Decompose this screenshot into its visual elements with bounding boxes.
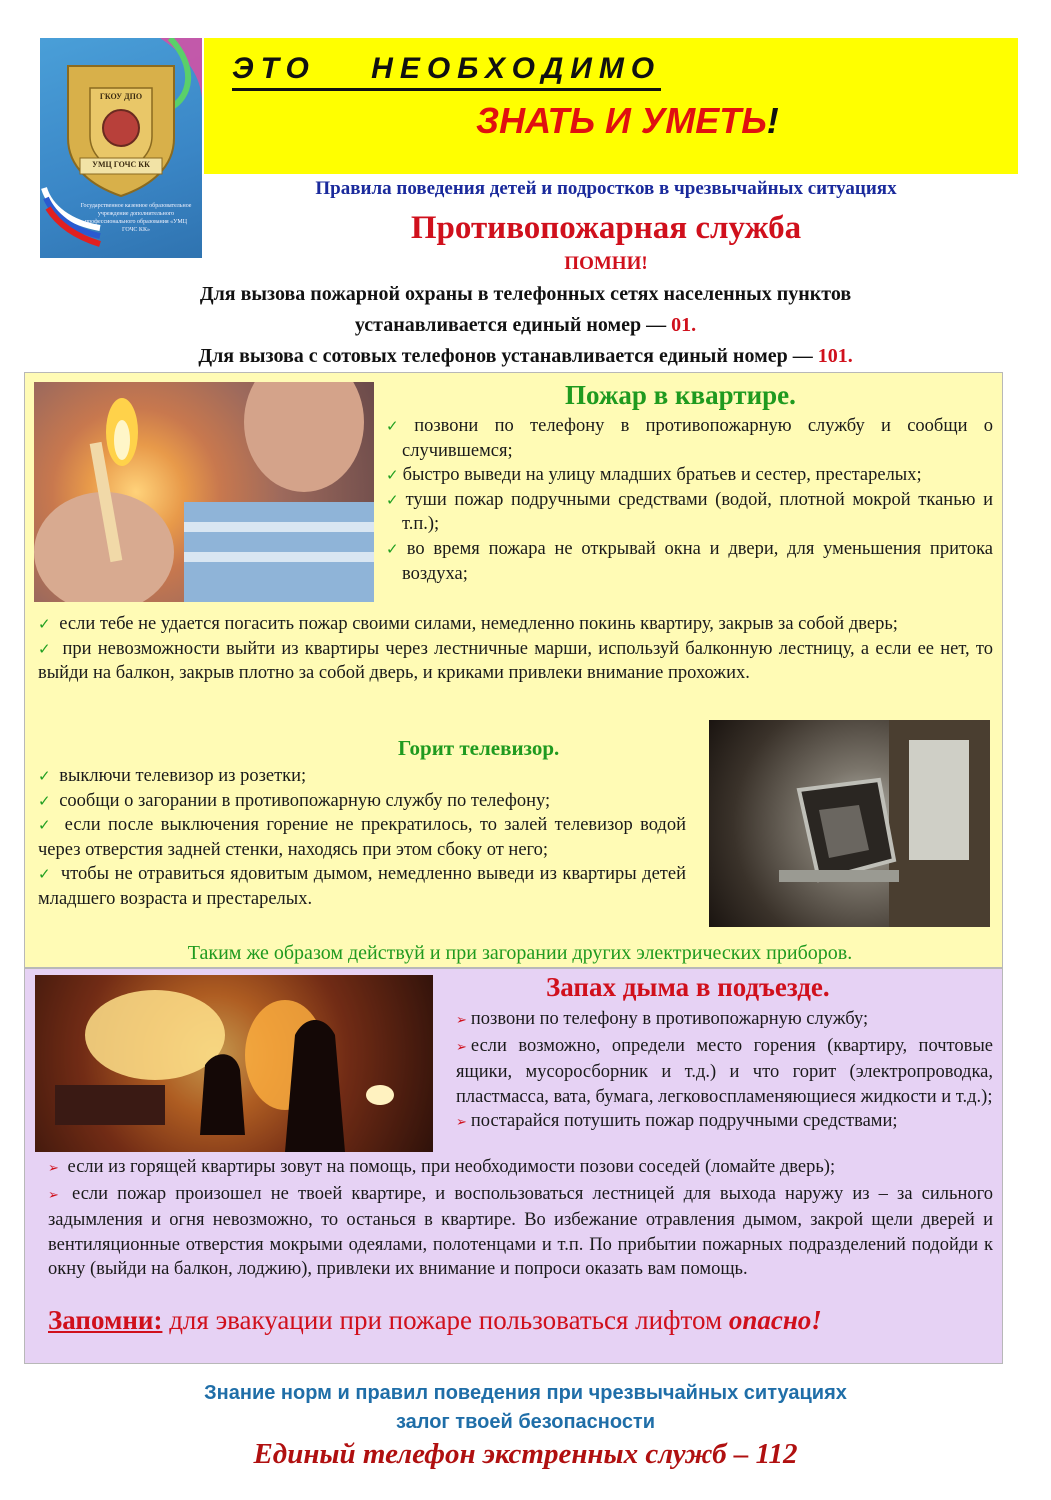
list-item [456,1007,993,1034]
list-item-text: чтобы не отравиться ядовитым дымом, немедленно выведи из квартиры детей младшего возраста и престарелых. [38,864,686,909]
remember-label: ПОМНИ! [564,253,648,274]
check-icon: ✓ [38,791,51,810]
emblem-top-text: ГКОУ ДПО [99,92,143,101]
list-item-text: если тебе не удается погасить пожар своими силами, немедленно покинь квартиру, закрыв за собой дверь; [59,614,898,634]
elevator-warning [48,1305,822,1336]
warning-text: для эвакуации при пожаре пользоваться лифтом [162,1305,729,1335]
tv-list [38,764,686,912]
check-icon: ✓ [38,615,51,633]
footer-line-1: Знание норм и правил поведения при чрезвычайных ситуациях [204,1382,847,1404]
list-item-text: если пожар произошел не твоей квартире, и воспользоваться лестницей для выхода наружу из – за сильного задымления и огня невозможно, то останься в квартире. Во избежание отравления дымом, закрой щели дверей и вентиляционные отверстия мокрыми одеялами, полотенцами и т.п. По прибытии пожарных подразделений подойди к окну (выйди на балкон, лоджию), привлеки их внимание и попроси оказать вам помощь. [48,1183,993,1280]
emblem-bottom-text: УМЦ ГОЧС КК [92,160,150,169]
check-icon: ✓ [38,865,52,884]
list-item-text: при невозможности выйти из квартиры через лестничные марши, используй балконную лестницу, а если ее нет, то выйди на балкон, закрыв плотно за собой дверь, и криками привлеки внимание прохожих. [38,638,994,684]
list-item-text: во время пожара не открывай окна и двери, для уменьшения притока воздуха; [402,538,993,584]
page-title: Противопожарная служба [410,210,802,246]
tv-note: Таким же образом действуй и при загорании других электрических приборов. [187,942,853,964]
list-item [386,537,993,586]
list-item-text: постарайся потушить пожар подручными средствами; [470,1111,898,1132]
call-line-2-text: Для вызова с сотовых телефонов устанавливается единый номер — [198,345,818,367]
fire-list [386,414,993,586]
list-item-text: позвони по телефону в противопожарную службу; [470,1009,869,1029]
emergency-phone: Единый телефон экстренных служб – 112 [253,1438,798,1470]
check-icon: ✓ [386,539,403,558]
list-item [48,1182,993,1282]
photo-burned-tv-graphic [709,720,990,927]
check-icon: ✓ [38,767,51,785]
list-item-text: если после выключения горение не прекратилось, то залей телевизор водой через отверстия задней стенки, находясь при этом сбоку от него; [38,815,686,860]
photo-room-fire [35,975,433,1152]
arrow-bullet-icon: ➢ [456,1013,467,1028]
list-item [38,862,686,911]
footer-line-2: залог твоей безопасности [395,1411,656,1433]
photo-room-fire-graphic [35,975,433,1152]
list-item [456,1109,993,1136]
check-icon: ✓ [386,466,399,485]
list-item [48,1155,993,1182]
arrow-bullet-icon: ➢ [456,1115,467,1131]
photo-child-with-match-graphic [34,382,374,602]
list-item-text: быстро выведи на улицу младших братьев и сестер, престарелых; [402,465,922,486]
header-title-exclamation: ! [766,100,779,141]
header-title-line2-text: ЗНАТЬ И УМЕТЬ [476,100,767,141]
mobile-number: 101. [817,345,853,367]
list-item [456,1034,993,1110]
fire-list-continued [38,612,993,686]
list-item-text: туши пожар подручными средствами (водой, плотной мокрой тканью и т.п.); [402,489,993,535]
organization-emblem [40,38,202,258]
fire-section-title: Пожар в квартире. [565,380,796,410]
page-subtitle: Правила поведения детей и подростков в чрезвычайных ситуациях [315,178,897,199]
arrow-bullet-icon: ➢ [48,1187,59,1203]
call-line-1a: Для вызова пожарной охраны в телефонных сетях населенных пунктов [199,283,852,305]
header-title-line2 [476,100,779,142]
list-item [386,463,993,488]
check-icon: ✓ [386,490,402,509]
list-item-text: выключи телевизор из розетки; [59,766,307,786]
emblem-caption: Государственное казенное образовательное учреждение дополнительного профессионального образования «УМЦ ГОЧС КК» [80,203,192,233]
call-line-1b [0,314,1051,337]
warning-label: Запомни: [48,1305,163,1335]
check-icon: ✓ [386,417,411,435]
photo-child-with-match [34,382,374,602]
photo-burned-tv [709,720,990,927]
list-item-text: если из горящей квартиры зовут на помощь, при необходимости позови соседей (ломайте дверь); [67,1157,836,1177]
smoke-list-continued [48,1155,993,1282]
list-item-text: сообщи о загорании в противопожарную службу по телефону; [59,790,551,811]
list-item [38,789,686,814]
list-item-text: если возможно, определи место горения (квартиру, почтовые ящики, мусоросборник и т.д.) и что горит (электропроводка, пластмасса, вата, бумага, легковоспламеняющиеся жидкости и т.д.); [456,1035,993,1107]
fire-number: 01. [671,314,697,336]
list-item [38,813,686,862]
call-line-2 [0,345,1051,368]
arrow-bullet-icon: ➢ [456,1039,467,1055]
arrow-bullet-icon: ➢ [48,1161,59,1176]
check-icon: ✓ [38,639,53,658]
smoke-section-title: Запах дыма в подъезде. [546,972,830,1002]
list-item [38,637,993,686]
check-icon: ✓ [38,816,54,835]
list-item [38,764,686,789]
call-line-1b-text: устанавливается единый номер — [354,314,672,336]
smoke-list [456,1007,993,1136]
header-title-line1: ЭТО НЕОБХОДИМО [232,52,661,91]
list-item [38,612,993,637]
list-item [386,414,993,463]
list-item-text: позвони по телефону в противопожарную службу и сообщи о случившемся; [402,416,993,461]
list-item [386,488,993,537]
warning-emphasis: опасно! [728,1305,822,1335]
tv-section-title: Горит телевизор. [398,736,560,760]
